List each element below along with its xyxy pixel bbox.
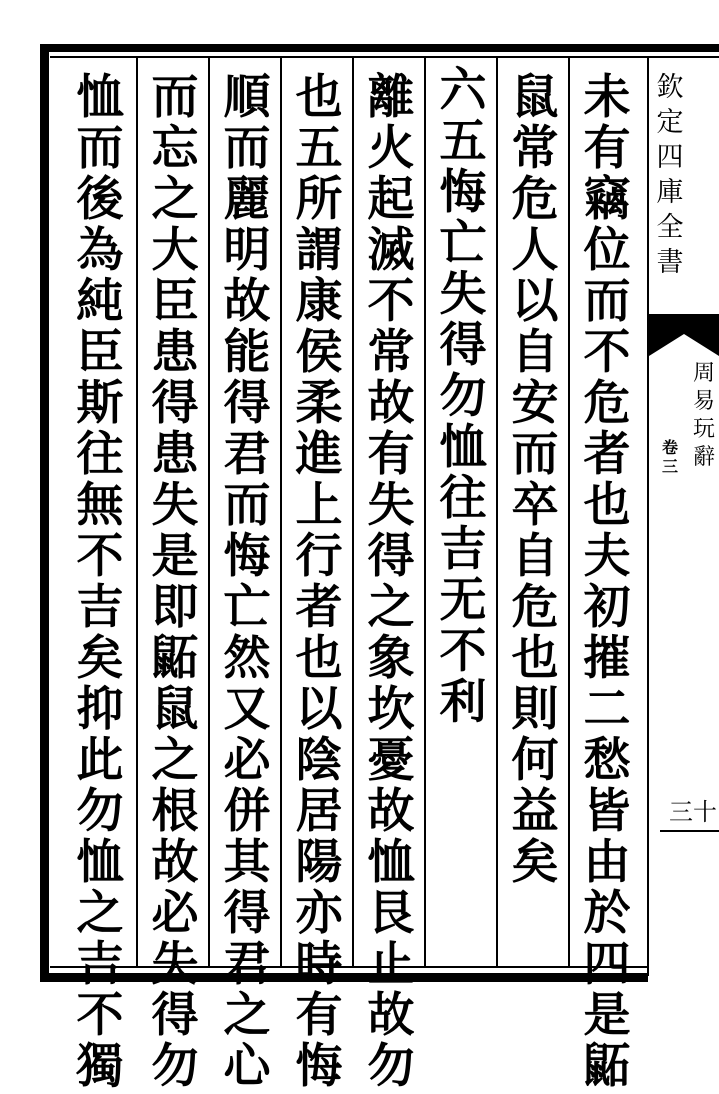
column-character: 有 [367, 427, 415, 482]
column-character: 之 [76, 886, 124, 941]
column-character: 君 [223, 937, 271, 992]
frame-top-border [40, 44, 719, 52]
column-character: 勿 [151, 1039, 199, 1094]
column-character: 麗 [223, 172, 271, 227]
column-character: 二 [583, 682, 631, 737]
column-character: 五 [439, 114, 487, 169]
column-character: 勿 [367, 1039, 415, 1094]
volume-label [656, 438, 684, 476]
text-column-3 [431, 65, 495, 955]
column-character: 往 [439, 471, 487, 526]
margin-character: 周 [692, 361, 715, 386]
column-rule [352, 56, 354, 968]
column-character: 必 [223, 733, 271, 788]
column-character: 竊 [583, 172, 631, 227]
column-character: 順 [223, 70, 271, 125]
column-character: 之 [151, 733, 199, 788]
column-character: 康 [295, 274, 343, 329]
column-character: 居 [295, 784, 343, 839]
column-character: 而 [76, 121, 124, 176]
column-character: 而 [223, 121, 271, 176]
column-character: 得 [439, 318, 487, 373]
column-character: 常 [511, 121, 559, 176]
column-character: 故 [367, 784, 415, 839]
column-character: 矣 [76, 631, 124, 686]
column-character: 止 [367, 937, 415, 992]
column-character: 悔 [223, 529, 271, 584]
column-character: 抑 [76, 682, 124, 737]
column-character: 患 [151, 325, 199, 380]
column-character: 併 [223, 784, 271, 839]
column-character: 離 [367, 70, 415, 125]
column-character: 恤 [76, 70, 124, 125]
column-rule [424, 56, 426, 968]
column-character: 鼠 [511, 70, 559, 125]
column-character: 為 [76, 223, 124, 278]
column-character: 能 [223, 325, 271, 380]
frame-top-inner-border [50, 56, 719, 58]
column-character: 鼠 [151, 682, 199, 737]
column-character: 无 [439, 573, 487, 628]
book-title [652, 70, 688, 280]
column-character: 故 [367, 376, 415, 431]
column-character: 恤 [439, 420, 487, 475]
column-character: 勿 [76, 784, 124, 839]
column-character: 皆 [583, 784, 631, 839]
column-character: 失 [439, 267, 487, 322]
margin-character: 欽 [656, 72, 684, 103]
column-character: 自 [511, 325, 559, 380]
column-character: 有 [583, 121, 631, 176]
margin-character: 定 [656, 107, 684, 138]
frame-bottom-inner-border [50, 966, 648, 968]
column-character: 謂 [295, 223, 343, 278]
column-character: 失 [151, 937, 199, 992]
column-character: 陰 [295, 733, 343, 788]
column-character: 所 [295, 172, 343, 227]
column-character: 悔 [295, 1039, 343, 1094]
column-character: 火 [367, 121, 415, 176]
column-character: 大 [151, 223, 199, 278]
margin-character: 三 [661, 457, 678, 476]
column-character: 而 [511, 427, 559, 482]
column-character: 恤 [76, 835, 124, 890]
text-column-8 [68, 70, 132, 1094]
margin-bottom-line [660, 830, 719, 832]
text-column-4 [359, 70, 423, 1094]
column-character: 者 [295, 580, 343, 635]
column-character: 危 [583, 376, 631, 431]
column-character: 得 [151, 376, 199, 431]
column-character: 而 [583, 274, 631, 329]
column-character: 危 [511, 580, 559, 635]
margin-character: 卷 [661, 438, 678, 457]
column-character: 進 [295, 427, 343, 482]
column-character: 純 [76, 274, 124, 329]
column-character: 未 [583, 70, 631, 125]
margin-character: 庫 [656, 177, 684, 208]
column-character: 得 [151, 988, 199, 1043]
margin-character: 辭 [692, 445, 715, 470]
column-character: 鼫 [583, 1039, 631, 1094]
column-character: 由 [583, 835, 631, 890]
column-rule [496, 56, 498, 968]
text-column-1 [575, 70, 639, 1094]
column-character: 上 [295, 478, 343, 533]
column-character: 行 [295, 529, 343, 584]
column-character: 後 [76, 172, 124, 227]
column-character: 此 [76, 733, 124, 788]
column-character: 是 [151, 529, 199, 584]
margin-character: 玩 [692, 417, 715, 442]
column-character: 時 [295, 937, 343, 992]
column-character: 侯 [295, 325, 343, 380]
column-character: 以 [511, 274, 559, 329]
column-character: 恤 [367, 835, 415, 890]
column-character: 利 [439, 675, 487, 730]
column-character: 不 [583, 325, 631, 380]
column-character: 摧 [583, 631, 631, 686]
column-character: 位 [583, 223, 631, 278]
text-column-7 [143, 70, 207, 1094]
column-character: 也 [295, 70, 343, 125]
margin-character: 書 [656, 247, 684, 278]
column-character: 危 [511, 172, 559, 227]
column-character: 臣 [151, 274, 199, 329]
column-character: 安 [511, 376, 559, 431]
column-character: 故 [367, 988, 415, 1043]
column-character: 自 [511, 529, 559, 584]
column-character: 矣 [511, 835, 559, 890]
column-character: 坎 [367, 682, 415, 737]
column-character: 而 [223, 478, 271, 533]
column-character: 其 [223, 835, 271, 890]
column-character: 得 [223, 886, 271, 941]
column-character: 故 [223, 274, 271, 329]
column-character: 不 [367, 274, 415, 329]
column-character: 勿 [439, 369, 487, 424]
column-character: 往 [76, 427, 124, 482]
column-character: 何 [511, 733, 559, 788]
column-character: 悔 [439, 165, 487, 220]
column-rule [208, 56, 210, 968]
column-character: 失 [151, 478, 199, 533]
column-character: 初 [583, 580, 631, 635]
column-character: 者 [583, 427, 631, 482]
column-character: 陽 [295, 835, 343, 890]
column-character: 故 [151, 835, 199, 890]
column-character: 起 [367, 172, 415, 227]
column-character: 之 [367, 580, 415, 635]
column-character: 也 [583, 478, 631, 533]
column-character: 獨 [76, 1039, 124, 1094]
column-character: 之 [223, 988, 271, 1043]
column-character: 無 [76, 478, 124, 533]
column-character: 得 [223, 376, 271, 431]
frame-bottom-border [40, 973, 648, 982]
margin-character: 全 [656, 212, 684, 243]
column-character: 夫 [583, 529, 631, 584]
column-rule [568, 56, 570, 968]
fish-tail-mark [649, 314, 719, 356]
column-character: 鼫 [151, 631, 199, 686]
column-character: 之 [151, 172, 199, 227]
column-character: 人 [511, 223, 559, 278]
column-character: 臣 [76, 325, 124, 380]
column-character: 根 [151, 784, 199, 839]
column-rule [136, 56, 138, 968]
section-title [690, 360, 718, 472]
column-character: 亡 [439, 216, 487, 271]
column-character: 則 [511, 682, 559, 737]
text-column-6 [215, 70, 279, 1094]
margin-character: 四 [656, 142, 684, 173]
column-character: 也 [295, 631, 343, 686]
page-number: 三十 [669, 798, 717, 826]
column-character: 心 [223, 1039, 271, 1094]
column-character: 又 [223, 682, 271, 737]
column-character: 四 [583, 937, 631, 992]
column-character: 柔 [295, 376, 343, 431]
column-character: 吉 [76, 580, 124, 635]
text-column-5 [287, 70, 351, 1094]
column-character: 亦 [295, 886, 343, 941]
column-character: 明 [223, 223, 271, 278]
column-character: 有 [295, 988, 343, 1043]
column-character: 五 [295, 121, 343, 176]
column-character: 象 [367, 631, 415, 686]
column-character: 憂 [367, 733, 415, 788]
column-character: 不 [76, 529, 124, 584]
column-character: 益 [511, 784, 559, 839]
column-character: 六 [439, 63, 487, 118]
text-column-2 [503, 72, 567, 962]
column-character: 君 [223, 427, 271, 482]
column-character: 卒 [511, 478, 559, 533]
column-character: 不 [439, 624, 487, 679]
column-rule [280, 56, 282, 968]
margin-character: 易 [692, 389, 715, 414]
column-character: 而 [151, 70, 199, 125]
column-character: 得 [367, 529, 415, 584]
column-character: 忘 [151, 121, 199, 176]
column-character: 艮 [367, 886, 415, 941]
column-character: 然 [223, 631, 271, 686]
column-character: 亡 [223, 580, 271, 635]
column-character: 即 [151, 580, 199, 635]
column-character: 斯 [76, 376, 124, 431]
column-character: 於 [583, 886, 631, 941]
column-character: 也 [511, 631, 559, 686]
column-character: 失 [367, 478, 415, 533]
column-character: 患 [151, 427, 199, 482]
column-character: 吉 [76, 937, 124, 992]
column-character: 必 [151, 886, 199, 941]
column-character: 常 [367, 325, 415, 380]
column-character: 以 [295, 682, 343, 737]
frame-left-border [40, 44, 49, 982]
column-character: 愁 [583, 733, 631, 788]
column-character: 吉 [439, 522, 487, 577]
column-character: 滅 [367, 223, 415, 278]
column-character: 是 [583, 988, 631, 1043]
column-character: 不 [76, 988, 124, 1043]
